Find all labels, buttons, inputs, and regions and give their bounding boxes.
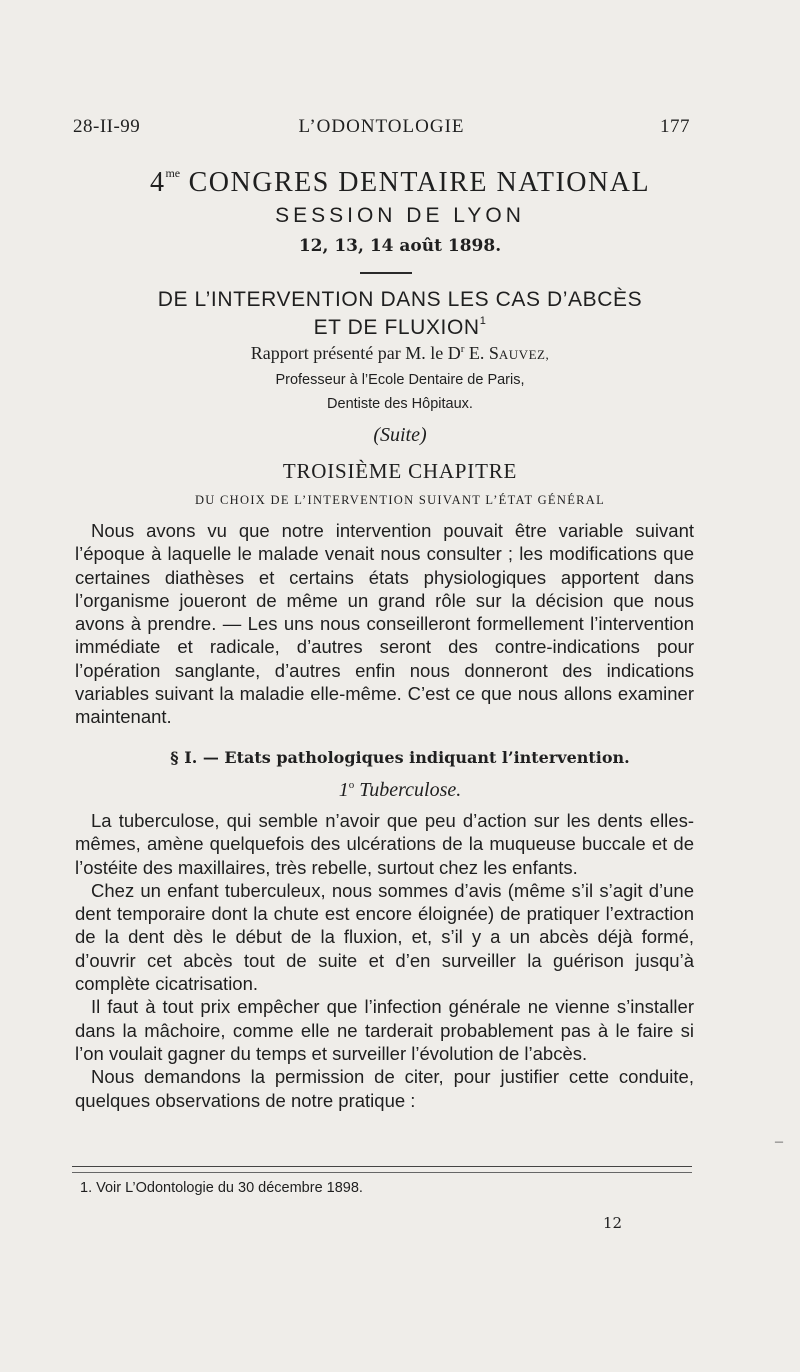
subsection-number: 1 bbox=[338, 779, 349, 801]
title-divider bbox=[360, 272, 412, 274]
paragraph-3: Il faut à tout prix empêcher que l’infection générale ne vienne s’installer dans la mâchoire, comme elle ne tarderait probablement pas à le faire si l’on voulait gagner du temps et surveiller l’évolution de l’abcès. bbox=[75, 996, 694, 1064]
byline-initial: E. bbox=[464, 343, 489, 363]
footnote-rule-top bbox=[72, 1166, 692, 1167]
journal-name: L’ODONTOLOGIE bbox=[298, 116, 465, 137]
session-title: SESSION DE LYON bbox=[275, 204, 525, 227]
congress-ordinal: 4 bbox=[149, 167, 166, 198]
tuberculosis-text bbox=[75, 809, 694, 1112]
chapter-subtitle: DU CHOIX DE L’INTERVENTION SUIVANT L’ÉTAT GÉNÉRAL bbox=[194, 493, 606, 507]
article-title-line-2 bbox=[0, 315, 800, 340]
intro-text bbox=[75, 519, 694, 729]
byline-prefix: Rapport présenté par M. le D bbox=[250, 343, 461, 363]
paragraph-2: Chez un enfant tuberculeux, nous sommes d’avis (même s’il s’agit d’une dent temporaire dont la chute est encore éloignée) de pratiquer l’extraction de la dent dès le début de la fluxion, et, s’il y a un abcès déjà formé, d’ouvrir cet abcès tout de suite et d’en surveiller la guérison jusqu’à complète cicatrisation. bbox=[75, 879, 694, 995]
paragraph-4: Nous demandons la permission de citer, pour justifier cette conduite, quelques observations de notre pratique : bbox=[75, 1066, 694, 1111]
page-number: 177 bbox=[660, 116, 690, 137]
footnote-rule-bottom bbox=[72, 1172, 692, 1173]
affiliation-dentist: Dentiste des Hôpitaux. bbox=[327, 396, 473, 412]
byline-name: AUVEZ, bbox=[498, 347, 550, 362]
subsection-title: Tuberculose. bbox=[354, 779, 462, 801]
subsection-number-suffix: o bbox=[348, 779, 355, 791]
paragraph-1: La tuberculose, qui semble n’avoir que peu d’action sur les dents elles-mêmes, amène quelquefois des ulcérations de la muqueuse buccale et de l’ostéite des maxillaires, très rebelle, surtout chez les enfants. bbox=[75, 810, 694, 878]
congress-ordinal-suffix: me bbox=[165, 166, 181, 180]
report-byline bbox=[0, 343, 800, 364]
session-dates: 12, 13, 14 août 1898. bbox=[298, 236, 502, 256]
header-date: 28-II-99 bbox=[73, 116, 141, 137]
byline-name-initial: S bbox=[488, 343, 499, 363]
footnote: 1. Voir L’Odontologie du 30 décembre 1898. bbox=[80, 1180, 363, 1196]
section-heading: § I. — Etats pathologiques indiquant l’intervention. bbox=[170, 748, 630, 767]
article-title-text: ET DE FLUXION bbox=[313, 316, 480, 339]
congress-title bbox=[0, 166, 800, 199]
signature-mark: 12 bbox=[603, 1214, 623, 1232]
congress-name: CONGRES DENTAIRE NATIONAL bbox=[188, 167, 651, 198]
margin-mark: – bbox=[775, 1133, 783, 1150]
continued-marker: (Suite) bbox=[373, 424, 427, 446]
footnote-reference: 1 bbox=[479, 315, 487, 327]
affiliation-professor: Professeur à l’Ecole Dentaire de Paris, bbox=[275, 372, 525, 388]
byline-dr-suffix: r bbox=[460, 343, 465, 355]
chapter-title: TROISIÈME CHAPITRE bbox=[282, 459, 518, 483]
article-title-line-1: DE L’INTERVENTION DANS LES CAS D’ABCÈS bbox=[157, 288, 643, 311]
intro-paragraph: Nous avons vu que notre intervention pouvait être variable suivant l’époque à laquelle le malade venait nous consulter ; les modifications que certaines diathèses et certains états physiologiques apportent dans l’organisme joueront de même un grand rôle sur la décision que nous avons à prendre. — Les uns nous conseilleront formellement l’intervention immédiate et radicale, d’autres seront des contre-indications pour l’opération sanglante, d’autres enfin nous donneront des indications variables suivant la maladie elle-même. C’est ce que nous allons examiner maintenant. bbox=[75, 520, 694, 728]
subsection-heading bbox=[0, 779, 800, 802]
